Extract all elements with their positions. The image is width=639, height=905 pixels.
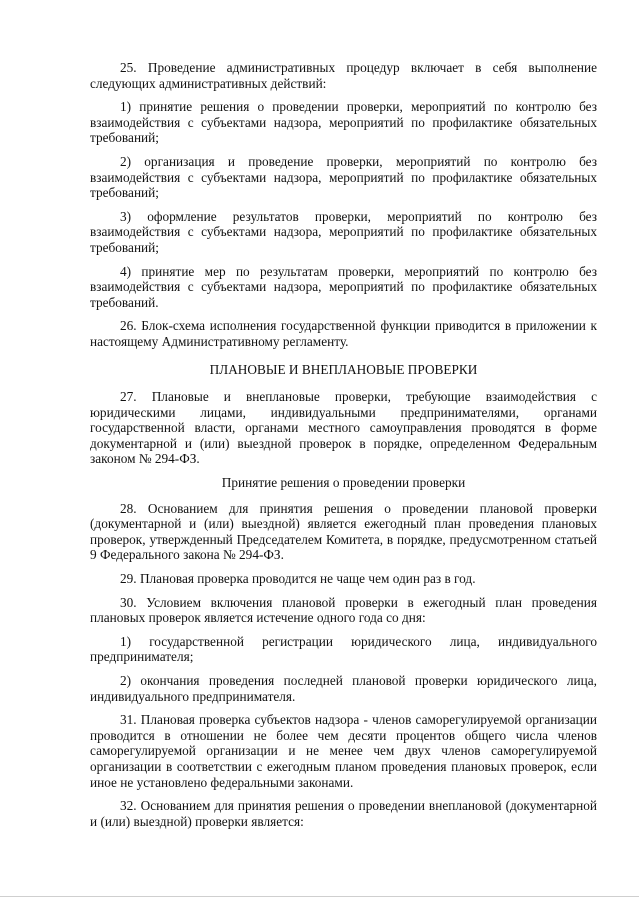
paragraph-32: 32. Основанием для принятия решения о проведении внеплановой (документарной и (или) выездной) проверки является: <box>90 798 597 829</box>
paragraph-26: 26. Блок-схема исполнения государственной функции приводится в приложении к настоящему Административному регламенту. <box>90 318 597 349</box>
paragraph-27: 27. Плановые и внеплановые проверки, требующие взаимодействия с юридическими лицами, индивидуальными предпринимателями, органами государственной власти, органами местного самоуправления проводятся в форме документарной и (или) выездной проверок в порядке, определенном Федеральным законом № 294-ФЗ. <box>90 389 597 467</box>
paragraph-28: 28. Основанием для принятия решения о проведении плановой проверки (документарной и (или) выездной) является ежегодный план проведения плановых проверок, утвержденный Председателем Комитета, в порядке, предусмотренном статьей 9 Федерального закона № 294-ФЗ. <box>90 500 597 563</box>
subsection-heading: Принятие решения о проведении проверки <box>221 475 466 491</box>
section-heading: ПЛАНОВЫЕ И ВНЕПЛАНОВЫЕ ПРОВЕРКИ <box>209 361 478 377</box>
list-item-1: 1) принятие решения о проведении проверки, мероприятий по контролю без взаимодействия с субъектами надзора, мероприятий по профилактике обязательных требований; <box>90 99 597 146</box>
list-item-4: 4) принятие мер по результатам проверки, мероприятий по контролю без взаимодействия с субъектами надзора, мероприятий по профилактике обязательных требований. <box>90 263 597 310</box>
document-body <box>90 60 597 837</box>
page-bottom-edge <box>0 896 639 897</box>
paragraph-25: 25. Проведение административных процедур включает в себя выполнение следующих административных действий: <box>90 60 597 91</box>
list-item-2: 2) организация и проведение проверки, мероприятий по контролю без взаимодействия с субъектами надзора, мероприятий по профилактике обязательных требований; <box>90 153 597 201</box>
paragraph-29: 29. Плановая проверка проводится не чаще чем один раз в год. <box>120 571 476 587</box>
paragraph-31: 31. Плановая проверка субъектов надзора - членов саморегулируемой организации проводится в отношении не более чем десяти процентов общего числа членов саморегулируемой организации и не менее чем двух членов саморегулируемой организации в соответствии с ежегодным планом проведения плановых проверок, если иное не установлено федеральными законами. <box>90 712 597 790</box>
list-item-3: 3) оформление результатов проверки, мероприятий по контролю без взаимодействия с субъектами надзора, мероприятий по профилактике обязательных требований; <box>90 208 597 255</box>
list-item-30-2: 2) окончания проведения последней плановой проверки юридического лица, индивидуального предпринимателя. <box>90 673 597 704</box>
list-item-30-1: 1) государственной регистрации юридического лица, индивидуального предпринимателя; <box>90 633 597 665</box>
paragraph-30: 30. Условием включения плановой проверки в ежегодный план проведения плановых проверок является истечение одного года со дня: <box>90 594 597 626</box>
